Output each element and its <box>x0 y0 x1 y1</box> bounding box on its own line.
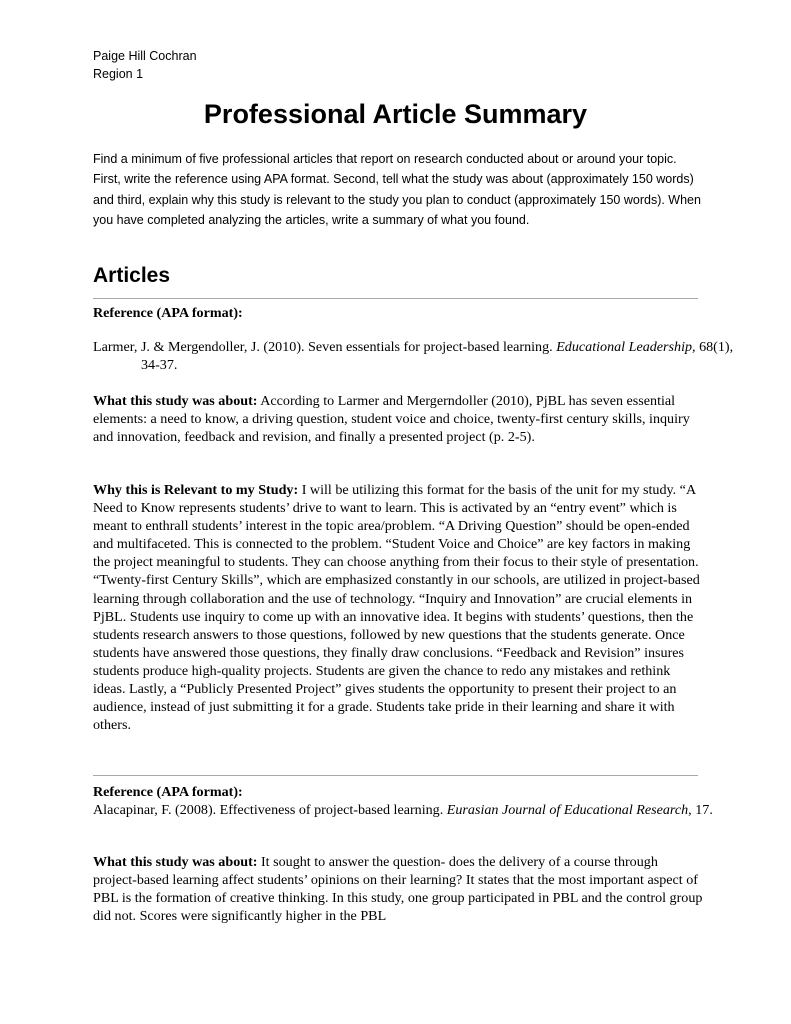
study-about-paragraph <box>93 853 705 925</box>
author-name: Paige Hill Cochran <box>93 49 197 63</box>
reference-citation <box>93 801 753 819</box>
study-about-label: What this study was about: <box>93 854 258 870</box>
study-about-text: According to Larmer and Mergerndoller (2010), PjBL has seven essential elements: a need to know, a driving question, student voice and choice, twenty-first century skills, inquiry and innovation, feedback and revision, and finally a presented project (p. 2-5). <box>93 393 690 446</box>
relevance-label: Why this is Relevant to my Study: <box>93 482 299 498</box>
reference-citation-tail: 17. <box>691 802 713 818</box>
reference-label-text: Reference (APA format): <box>93 305 243 321</box>
reference-label-text: Reference (APA format): <box>93 784 243 800</box>
section-heading-articles: Articles <box>93 264 171 287</box>
reference-journal: Eurasian Journal of Educational Research, <box>446 802 692 818</box>
study-about-paragraph <box>93 392 705 446</box>
instructions-paragraph: Find a minimum of five professional articles that report on research conducted about or around your topic. First, write the reference using APA format. Second, tell what the study was about (approximately 150 words) and third, explain why this study is relevant to the study you plan to conduct (approximately 150 words). When you have completed analyzing the articles, write a summary of what you found. <box>93 152 701 227</box>
reference-label <box>93 783 705 801</box>
section-divider <box>93 298 698 299</box>
reference-citation-text: Alacapinar, F. (2008). Effectiveness of project-based learning. <box>93 802 447 818</box>
reference-journal: Educational Leadership, <box>556 339 696 355</box>
reference-citation-tail: 68(1), 34-37. <box>141 339 734 374</box>
page-title: Professional Article Summary <box>203 99 588 129</box>
author-block <box>93 47 197 83</box>
reference-citation <box>93 338 753 374</box>
reference-label <box>93 304 705 322</box>
relevance-paragraph <box>93 481 705 734</box>
author-region: Region 1 <box>93 67 144 81</box>
relevance-text: I will be utilizing this format for the basis of the unit for my study. “A Need to Know represents students’ drive to want to learn. This is activated by an “entry event” which is meant to enthrall students’ interest in the topic area/problem. “A Driving Question” should be open-ended and multifaceted. This is connected to the problem. “Student Voice and Choice” are key factors in making the project meaningful to students. They can choose anything from their focus to their style of presentation. “Twenty-first Century Skills”, which are emphasized constantly in our schools, are utilized in project-based learning through collaboration and the use of technology. “Inquiry and Innovation” are crucial elements in PjBL. Students use inquiry to come up with an innovative idea. It begins with students’ questions, then the students research answers to those questions, followed by new questions that the students generate. Once students have answered those questions, they finally draw conclusions. “Feedback and Revision” insures students produce high-quality projects. Students are given the chance to redo any mistakes and rethink ideas. Lastly, a “Publicly Presented Project” gives students the opportunity to present their project to an audience, instead of just submitting it for a grade. Students take pride in their learning and share it with others. <box>93 482 700 734</box>
study-about-label: What this study was about: <box>93 393 258 409</box>
reference-citation-text: Larmer, J. & Mergendoller, J. (2010). Seven essentials for project-based learning. <box>93 339 557 355</box>
study-about-text: It sought to answer the question- does the delivery of a course through project-based learning affect students’ opinions on their learning? It states that the most important aspect of PBL is the formation of creative thinking. In this study, one group participated in PBL and the control group did not. Scores were significantly higher in the PBL <box>93 854 703 925</box>
article-divider <box>93 775 698 776</box>
